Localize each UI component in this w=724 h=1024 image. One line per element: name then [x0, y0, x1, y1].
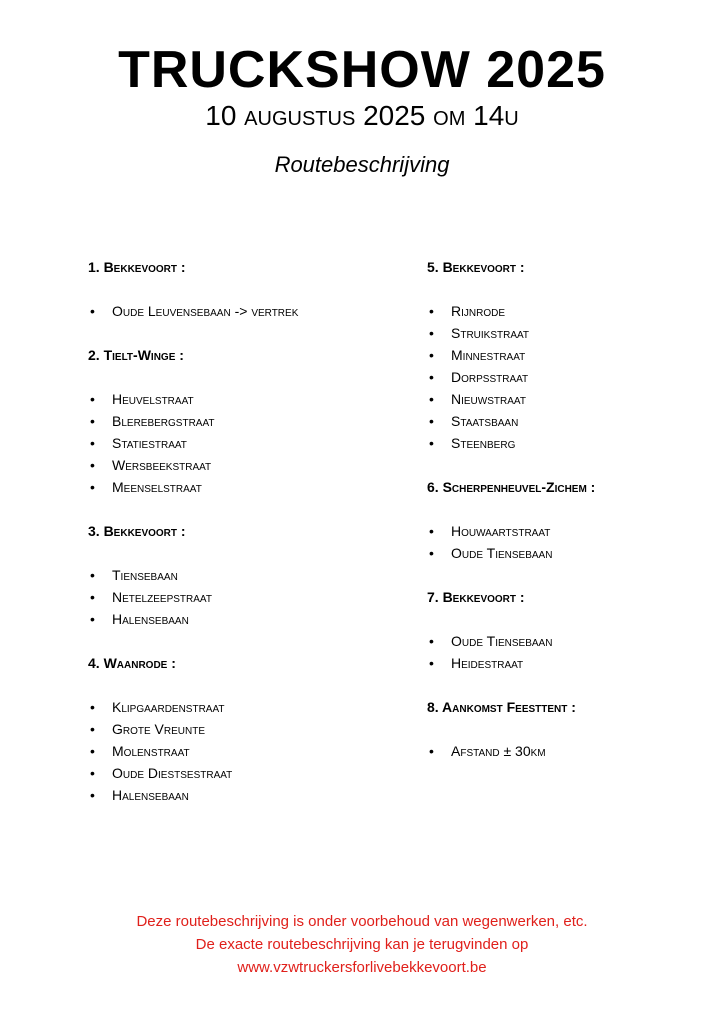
street-name: Steenberg: [451, 435, 516, 451]
street-list-item: [427, 410, 724, 432]
street-name: Rijnrode: [451, 303, 506, 319]
bullet-icon: •: [90, 743, 95, 759]
street-list-item: [427, 344, 724, 366]
street-name: Tiensebaan: [112, 567, 178, 583]
street-list: [88, 564, 388, 630]
bullet-icon: •: [90, 479, 95, 495]
street-list-item: [88, 586, 388, 608]
footer-notice: [0, 910, 724, 979]
street-list: [427, 300, 724, 454]
street-list-item: [88, 740, 388, 762]
street-list-item: [88, 762, 388, 784]
street-list-item: [88, 718, 388, 740]
bullet-icon: •: [90, 721, 95, 737]
street-name: Heidestraat: [451, 655, 524, 671]
street-name: Molenstraat: [112, 743, 190, 759]
bullet-icon: •: [90, 611, 95, 627]
street-name: Grote Vreunte: [112, 721, 206, 737]
bullet-icon: •: [429, 303, 434, 319]
street-list: [88, 696, 388, 806]
bullet-icon: •: [90, 391, 95, 407]
street-list: [427, 630, 724, 674]
bullet-icon: •: [429, 523, 434, 539]
footer-website-link[interactable]: www.vzwtruckersforlivebekkevoort.be: [237, 959, 487, 976]
street-list-item: [88, 696, 388, 718]
street-name: Oude Tiensebaan: [451, 545, 553, 561]
street-list-item: [427, 520, 724, 542]
street-list-item: [88, 476, 388, 498]
street-name: Halensebaan: [112, 787, 189, 803]
street-list-item: [427, 432, 724, 454]
street-list-item: [88, 410, 388, 432]
route-section-title: 3. Bekkevoort :: [88, 523, 186, 539]
bullet-icon: •: [429, 655, 434, 671]
street-name: Meenselstraat: [112, 479, 202, 495]
street-list-item: [88, 300, 388, 322]
bullet-icon: •: [90, 589, 95, 605]
street-name: Wersbeekstraat: [112, 457, 212, 473]
street-name: Minnestraat: [451, 347, 526, 363]
street-name: Struikstraat: [451, 325, 530, 341]
route-section-title: 6. Scherpenheuvel-Zichem :: [427, 479, 596, 495]
street-name: Staatsbaan: [451, 413, 519, 429]
street-name: Klipgaardenstraat: [112, 699, 225, 715]
street-name: Oude Tiensebaan: [451, 633, 553, 649]
bullet-icon: •: [90, 765, 95, 781]
route-section-title: 7. Bekkevoort :: [427, 589, 525, 605]
street-name: Halensebaan: [112, 611, 189, 627]
bullet-icon: •: [429, 325, 434, 341]
street-name: Blerebergstraat: [112, 413, 215, 429]
route-section-title: 2. Tielt-Winge :: [88, 347, 184, 363]
bullet-icon: •: [90, 413, 95, 429]
bullet-icon: •: [90, 787, 95, 803]
bullet-icon: •: [429, 633, 434, 649]
street-list-item: [427, 322, 724, 344]
route-section-title: 5. Bekkevoort :: [427, 259, 525, 275]
bullet-icon: •: [429, 369, 434, 385]
footer-reference: De exacte routebeschrijving kan je terugvinden op: [195, 936, 529, 953]
street-list: [427, 520, 724, 564]
left-column: [88, 256, 388, 828]
street-list: [88, 388, 388, 498]
street-name: Netelzeepstraat: [112, 589, 212, 605]
page-title: TRUCKSHOW 2025: [118, 41, 606, 99]
street-list-item: [88, 432, 388, 454]
street-list-item: [427, 740, 724, 762]
route-section-title: 1. Bekkevoort :: [88, 259, 186, 275]
bullet-icon: •: [429, 743, 434, 759]
route-section-title: 8. Aankomst Feesttent :: [427, 699, 576, 715]
bullet-icon: •: [90, 457, 95, 473]
street-list: [427, 740, 724, 762]
bullet-icon: •: [90, 699, 95, 715]
street-name: Oude Leuvensebaan -> vertrek: [112, 303, 299, 319]
street-list-item: [427, 366, 724, 388]
route-section-title: 4. Waanrode :: [88, 655, 176, 671]
bullet-icon: •: [429, 435, 434, 451]
street-list-item: [88, 608, 388, 630]
right-column: [427, 256, 724, 784]
street-name: Houwaartstraat: [451, 523, 551, 539]
footer-disclaimer: Deze routebeschrijving is onder voorbehoud van wegenwerken, etc.: [136, 913, 588, 930]
street-list-item: [88, 454, 388, 476]
bullet-icon: •: [90, 303, 95, 319]
street-list-item: [427, 388, 724, 410]
route-heading: Routebeschrijving: [274, 152, 450, 177]
street-list-item: [427, 630, 724, 652]
bullet-icon: •: [429, 413, 434, 429]
event-date: 10 augustus 2025 om 14u: [205, 100, 519, 131]
bullet-icon: •: [90, 567, 95, 583]
bullet-icon: •: [429, 545, 434, 561]
bullet-icon: •: [429, 347, 434, 363]
street-name: Heuvelstraat: [112, 391, 194, 407]
street-name: Statiestraat: [112, 435, 187, 451]
street-list-item: [88, 388, 388, 410]
bullet-icon: •: [90, 435, 95, 451]
street-list-item: [427, 542, 724, 564]
street-list-item: [427, 652, 724, 674]
street-list-item: [88, 784, 388, 806]
street-name: Dorpsstraat: [451, 369, 529, 385]
street-name: Oude Diestsestraat: [112, 765, 233, 781]
street-list: [88, 300, 388, 322]
street-list-item: [427, 300, 724, 322]
street-name: Nieuwstraat: [451, 391, 526, 407]
street-list-item: [88, 564, 388, 586]
street-name: Afstand ± 30km: [451, 743, 546, 759]
bullet-icon: •: [429, 391, 434, 407]
